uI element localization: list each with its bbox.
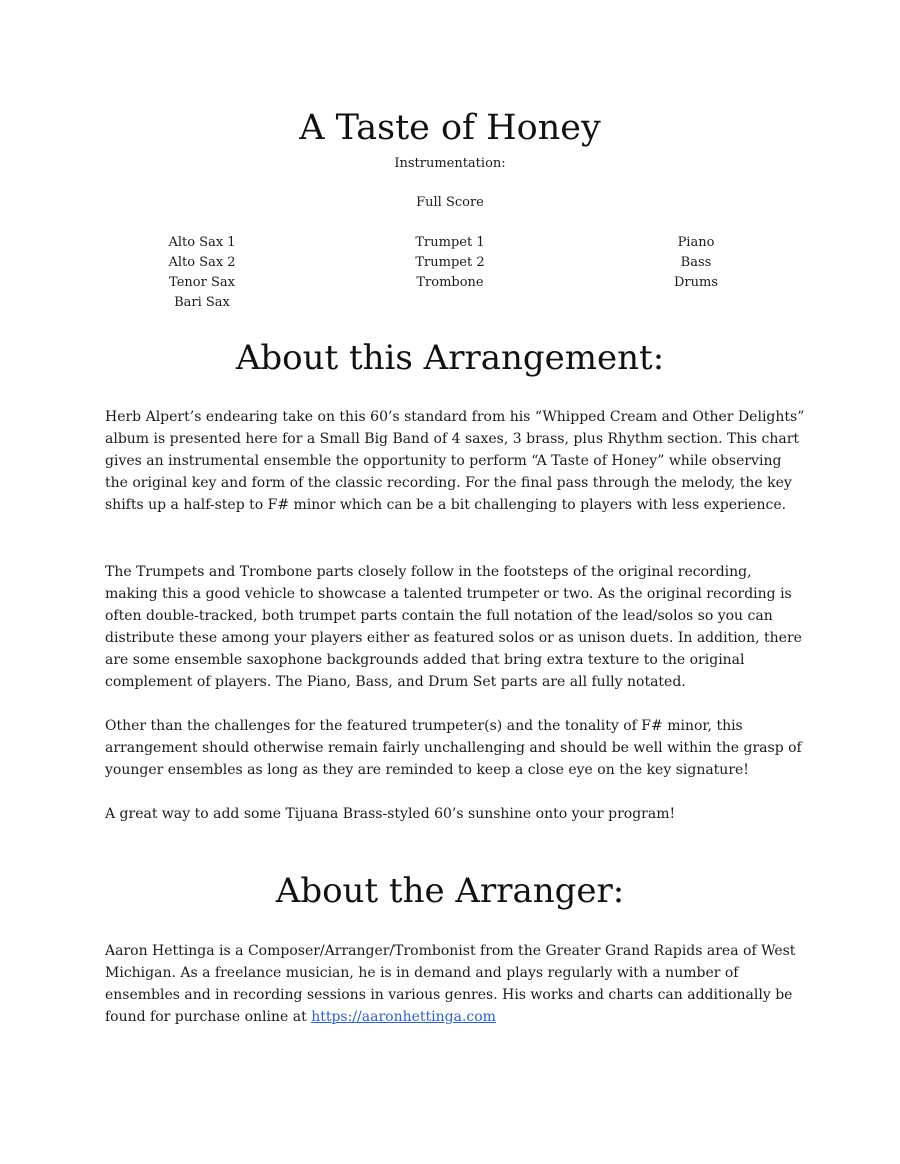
instrument-item: Bass bbox=[680, 255, 712, 270]
rhythm-list bbox=[596, 233, 796, 293]
instrument-item: Tenor Sax bbox=[169, 275, 235, 290]
instrument-item: Trumpet 2 bbox=[415, 255, 485, 270]
arranger-website-link[interactable]: https://aaronhettinga.com bbox=[311, 1009, 496, 1025]
about-arranger-heading: About the Arranger: bbox=[275, 871, 625, 911]
document-title: A Taste of Honey bbox=[299, 108, 601, 148]
brass-list bbox=[350, 233, 550, 293]
instrument-item: Alto Sax 1 bbox=[168, 235, 236, 250]
arranger-paragraph bbox=[105, 940, 805, 1028]
about-arrangement-heading: About this Arrangement: bbox=[235, 338, 665, 378]
instrument-item: Alto Sax 2 bbox=[168, 255, 236, 270]
arrangement-paragraph: Herb Alpert’s endearing take on this 60’s standard from his “Whipped Cream and Other Delights” album is presented here for a Small Big Band of 4 saxes, 3 brass, plus Rhythm section. This chart gives an instrumental ensemble the opportunity to perform “A Taste of Honey” while observing the original key and form of the classic recording. For the final pass through the melody, the key shifts up a half-step to F# minor which can be a bit challenging to players with less experience. bbox=[105, 409, 805, 513]
arranger-bio-text: Aaron Hettinga is a Composer/Arranger/Trombonist from the Greater Grand Rapids area of West Michigan. As a freelance musician, he is in demand and plays regularly with a number of ensembles and in recording sessions in various genres. His works and charts can additionally be found for purchase online at bbox=[105, 943, 796, 1025]
instrument-item: Drums bbox=[673, 275, 718, 290]
instrument-item: Piano bbox=[677, 235, 715, 250]
saxophone-list bbox=[102, 233, 302, 313]
instrument-item: Trombone bbox=[416, 275, 484, 290]
instrument-item: Bari Sax bbox=[174, 295, 230, 310]
arrangement-paragraph: A great way to add some Tijuana Brass-styled 60’s sunshine onto your program! bbox=[105, 806, 676, 822]
full-score-label: Full Score bbox=[416, 195, 484, 210]
instrumentation-label: Instrumentation: bbox=[394, 156, 506, 171]
arrangement-paragraph: The Trumpets and Trombone parts closely follow in the footsteps of the original recording, making this a good vehicle to showcase a talented trumpeter or two. As the original recording is often double-tracked, both trumpet parts contain the full notation of the lead/solos so you can distribute these among your players either as featured solos or as unison duets. In addition, there are some ensemble saxophone backgrounds added that bring extra texture to the original complement of players. The Piano, Bass, and Drum Set parts are all fully notated. bbox=[105, 564, 802, 690]
arrangement-paragraph: Other than the challenges for the featured trumpeter(s) and the tonality of F# minor, this arrangement should otherwise remain fairly unchallenging and should be well within the grasp of younger ensembles as long as they are reminded to keep a close eye on the key signature! bbox=[105, 718, 802, 778]
instrument-item: Trumpet 1 bbox=[415, 235, 485, 250]
